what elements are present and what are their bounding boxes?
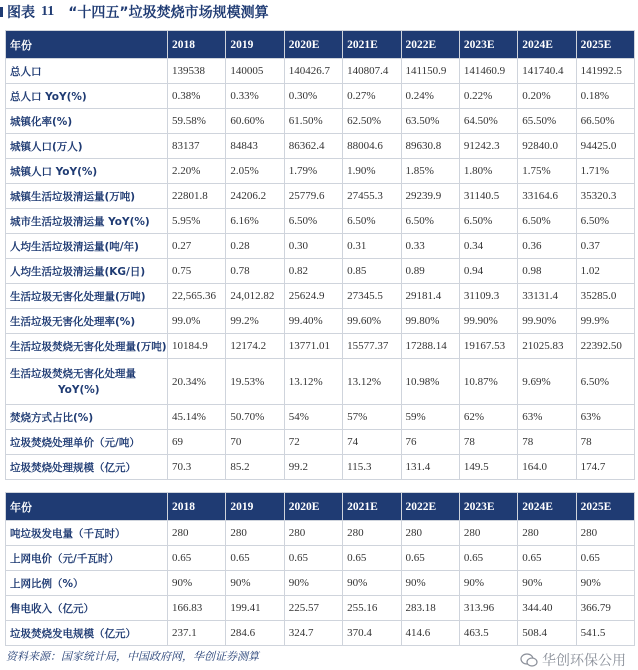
table-cell: 64.50% [459,109,517,134]
table-cell: 6.16% [226,209,284,234]
table-row [6,59,635,84]
year-header: 2019 [226,31,284,59]
table-cell: 1.79% [284,159,342,184]
table-cell: 10184.9 [168,334,226,359]
table-cell: 166.83 [168,596,226,621]
table-cell: 99.0% [168,309,226,334]
table-cell: 62% [459,405,517,430]
row-label: 总人口 [6,59,168,84]
table-cell: 255.16 [343,596,401,621]
year-header: 2019 [226,493,284,521]
table-row [6,209,635,234]
table-cell: 91242.3 [459,134,517,159]
table-cell: 70.3 [168,455,226,480]
table-cell: 324.7 [284,621,342,646]
table-cell: 139538 [168,59,226,84]
table-cell: 237.1 [168,621,226,646]
row-label: 售电收入（亿元） [6,596,168,621]
table-cell: 9.69% [518,359,576,405]
table-cell: 69 [168,430,226,455]
table-cell: 57% [343,405,401,430]
table-cell: 99.60% [343,309,401,334]
table-row [6,521,635,546]
table-cell: 366.79 [576,596,634,621]
row-label: 垃圾焚烧发电规模（亿元） [6,621,168,646]
year-header: 2023E [459,493,517,521]
table-cell: 59.58% [168,109,226,134]
table-cell: 0.65 [518,546,576,571]
table-cell: 2.20% [168,159,226,184]
table-cell: 10.87% [459,359,517,405]
table-cell: 25779.6 [284,184,342,209]
row-label: 焚烧方式占比(%) [6,405,168,430]
row-label: 垃圾焚烧处理规模（亿元） [6,455,168,480]
table-cell: 344.40 [518,596,576,621]
table-cell: 84843 [226,134,284,159]
table-cell: 29239.9 [401,184,459,209]
table-cell: 280 [284,521,342,546]
table-cell: 280 [168,521,226,546]
power-generation-table [5,492,635,646]
table-cell: 0.85 [343,259,401,284]
table-cell: 140005 [226,59,284,84]
table-row [6,134,635,159]
table-cell: 463.5 [459,621,517,646]
table-cell: 1.75% [518,159,576,184]
table-cell: 24206.2 [226,184,284,209]
table-cell: 78 [576,430,634,455]
table-cell: 13.12% [284,359,342,405]
year-header: 2022E [401,31,459,59]
wechat-icon [520,653,538,667]
table-cell: 99.2% [226,309,284,334]
table-cell: 54% [284,405,342,430]
table-cell: 90% [168,571,226,596]
table-cell: 0.30% [284,84,342,109]
table-cell: 12174.2 [226,334,284,359]
table-cell: 85.2 [226,455,284,480]
table-cell: 174.7 [576,455,634,480]
table-cell: 1.85% [401,159,459,184]
table-cell: 31140.5 [459,184,517,209]
table-cell: 0.75 [168,259,226,284]
table-cell: 50.70% [226,405,284,430]
table-row [6,405,635,430]
row-label: 生活垃圾焚烧无害化处理量(万吨) [6,334,168,359]
title-text: “十四五”垃圾焚烧市场规模测算 [68,5,269,21]
table-cell: 0.24% [401,84,459,109]
table-cell: 0.31 [343,234,401,259]
table-cell: 0.38% [168,84,226,109]
table-cell: 78 [459,430,517,455]
table-cell: 0.82 [284,259,342,284]
year-header: 2020E [284,31,342,59]
table-cell: 90% [459,571,517,596]
table-cell: 0.98 [518,259,576,284]
table-cell: 0.33% [226,84,284,109]
table-cell: 0.27 [168,234,226,259]
table-cell: 31109.3 [459,284,517,309]
title-prefix: 图表 [7,5,35,21]
table-cell: 141460.9 [459,59,517,84]
table-cell: 283.18 [401,596,459,621]
table-cell: 99.90% [518,309,576,334]
table-cell: 90% [226,571,284,596]
table-row [6,621,635,646]
table-cell: 370.4 [343,621,401,646]
row-label: 人均生活垃圾清运量(KG/日) [6,259,168,284]
market-size-table [5,30,635,480]
table-cell: 22801.8 [168,184,226,209]
table-cell: 0.65 [168,546,226,571]
year-header: 2022E [401,493,459,521]
table-header-row [6,31,635,59]
table-cell: 17288.14 [401,334,459,359]
table-cell: 0.65 [284,546,342,571]
year-header: 2021E [343,31,401,59]
table-cell: 0.20% [518,84,576,109]
table-cell: 89630.8 [401,134,459,159]
table-cell: 149.5 [459,455,517,480]
table-row [6,284,635,309]
table-cell: 99.40% [284,309,342,334]
table-row [6,571,635,596]
title-number: 11 [41,4,55,19]
table-cell: 99.80% [401,309,459,334]
table-cell: 65.50% [518,109,576,134]
table-cell: 33131.4 [518,284,576,309]
table-cell: 0.78 [226,259,284,284]
table-cell: 6.50% [576,359,634,405]
table-cell: 280 [343,521,401,546]
table-cell: 35320.3 [576,184,634,209]
table-cell: 0.22% [459,84,517,109]
table-cell: 0.65 [226,546,284,571]
table-cell: 0.65 [401,546,459,571]
year-header: 2018 [168,493,226,521]
year-header: 2024E [518,31,576,59]
year-header: 2024E [518,493,576,521]
table-row [6,259,635,284]
table-cell: 22392.50 [576,334,634,359]
table-cell: 83137 [168,134,226,159]
table-cell: 6.50% [518,209,576,234]
table-cell: 63% [576,405,634,430]
table-cell: 59% [401,405,459,430]
table-cell: 99.2 [284,455,342,480]
table-cell: 0.65 [459,546,517,571]
table-cell: 24,012.82 [226,284,284,309]
table-cell: 33164.6 [518,184,576,209]
table-cell: 19.53% [226,359,284,405]
row-label: 人均生活垃圾清运量(吨/年) [6,234,168,259]
table-cell: 280 [576,521,634,546]
year-header: 2018 [168,31,226,59]
table-cell: 90% [284,571,342,596]
row-label: 城镇人口 YoY(%) [6,159,168,184]
row-label: 垃圾焚烧处理单价（元/吨） [6,430,168,455]
table-row [6,109,635,134]
table-cell: 131.4 [401,455,459,480]
table-row [6,455,635,480]
table-cell: 22,565.36 [168,284,226,309]
table-cell: 199.41 [226,596,284,621]
table-cell: 76 [401,430,459,455]
table-cell: 164.0 [518,455,576,480]
table-cell: 25624.9 [284,284,342,309]
table-cell: 284.6 [226,621,284,646]
table-cell: 0.27% [343,84,401,109]
row-label: 吨垃圾发电量（千瓦时） [6,521,168,546]
table-row [6,159,635,184]
year-label-header: 年份 [6,493,168,521]
table-cell: 225.57 [284,596,342,621]
table-cell: 13.12% [343,359,401,405]
table-row [6,184,635,209]
table-cell: 6.50% [343,209,401,234]
table-row [6,546,635,571]
table-row [6,359,635,405]
table-cell: 1.71% [576,159,634,184]
table-cell: 6.50% [576,209,634,234]
table-cell: 0.65 [576,546,634,571]
table-cell: 78 [518,430,576,455]
table-cell: 94425.0 [576,134,634,159]
row-label: 总人口 YoY(%) [6,84,168,109]
table-cell: 35285.0 [576,284,634,309]
row-label: 城市生活垃圾清运量 YoY(%) [6,209,168,234]
table-cell: 61.50% [284,109,342,134]
table-cell: 90% [343,571,401,596]
table-cell: 99.9% [576,309,634,334]
year-header: 2025E [576,31,634,59]
table-cell: 280 [459,521,517,546]
table-cell: 66.50% [576,109,634,134]
table-cell: 63.50% [401,109,459,134]
table-cell: 45.14% [168,405,226,430]
table-cell: 62.50% [343,109,401,134]
table-cell: 29181.4 [401,284,459,309]
table-cell: 2.05% [226,159,284,184]
row-label: 生活垃圾无害化处理量(万吨) [6,284,168,309]
row-label-line2: YoY(%) [58,383,100,396]
table-row [6,234,635,259]
table-cell: 21025.83 [518,334,576,359]
table-cell: 1.02 [576,259,634,284]
year-header: 2021E [343,493,401,521]
table-cell: 0.89 [401,259,459,284]
table-cell: 88004.6 [343,134,401,159]
table-cell: 74 [343,430,401,455]
table-cell: 0.34 [459,234,517,259]
table-row [6,596,635,621]
table-cell: 508.4 [518,621,576,646]
table-row [6,334,635,359]
table-cell: 280 [401,521,459,546]
row-label: 上网比例（%） [6,571,168,596]
table-row [6,430,635,455]
table-row [6,84,635,109]
table-cell: 86362.4 [284,134,342,159]
year-header: 2020E [284,493,342,521]
table-cell: 90% [401,571,459,596]
table-header-row [6,493,635,521]
table-cell: 10.98% [401,359,459,405]
row-label: 生活垃圾无害化处理率(%) [6,309,168,334]
table-cell: 115.3 [343,455,401,480]
table-cell: 15577.37 [343,334,401,359]
row-label: 城镇生活垃圾清运量(万吨) [6,184,168,209]
table-cell: 0.28 [226,234,284,259]
watermark-text: 华创环保公用 [542,653,626,669]
table-cell: 0.37 [576,234,634,259]
table-cell: 92840.0 [518,134,576,159]
table-cell: 141992.5 [576,59,634,84]
table-cell: 13771.01 [284,334,342,359]
table-cell: 6.50% [401,209,459,234]
row-label [6,359,168,405]
table-cell: 0.94 [459,259,517,284]
table-cell: 1.80% [459,159,517,184]
table-cell: 5.95% [168,209,226,234]
title-marker [0,7,3,17]
year-header: 2025E [576,493,634,521]
table-cell: 27455.3 [343,184,401,209]
table-cell: 541.5 [576,621,634,646]
figure-title [0,2,269,22]
table-cell: 280 [518,521,576,546]
table-cell: 141740.4 [518,59,576,84]
table-cell: 0.65 [343,546,401,571]
table-cell: 140426.7 [284,59,342,84]
table-cell: 20.34% [168,359,226,405]
table-cell: 140807.4 [343,59,401,84]
row-label-line1: 生活垃圾焚烧无害化处理量 [10,367,136,380]
table-cell: 90% [518,571,576,596]
table-cell: 19167.53 [459,334,517,359]
row-label: 上网电价（元/千瓦时） [6,546,168,571]
table-cell: 6.50% [459,209,517,234]
table-row [6,309,635,334]
watermark [520,650,626,670]
year-header: 2023E [459,31,517,59]
table-cell: 313.96 [459,596,517,621]
table-cell: 0.30 [284,234,342,259]
table-cell: 90% [576,571,634,596]
source-note: 资料来源：国家统计局，中国政府网，华创证券测算 [6,650,259,663]
year-label-header: 年份 [6,31,168,59]
table-cell: 63% [518,405,576,430]
table-cell: 414.6 [401,621,459,646]
table-cell: 99.90% [459,309,517,334]
table-cell: 141150.9 [401,59,459,84]
table-cell: 6.50% [284,209,342,234]
table-cell: 0.36 [518,234,576,259]
row-label: 城镇人口(万人) [6,134,168,159]
table-cell: 72 [284,430,342,455]
table-cell: 60.60% [226,109,284,134]
table-cell: 1.90% [343,159,401,184]
row-label: 城镇化率(%) [6,109,168,134]
table-cell: 0.33 [401,234,459,259]
table-cell: 0.18% [576,84,634,109]
table-cell: 280 [226,521,284,546]
table-cell: 70 [226,430,284,455]
table-cell: 27345.5 [343,284,401,309]
